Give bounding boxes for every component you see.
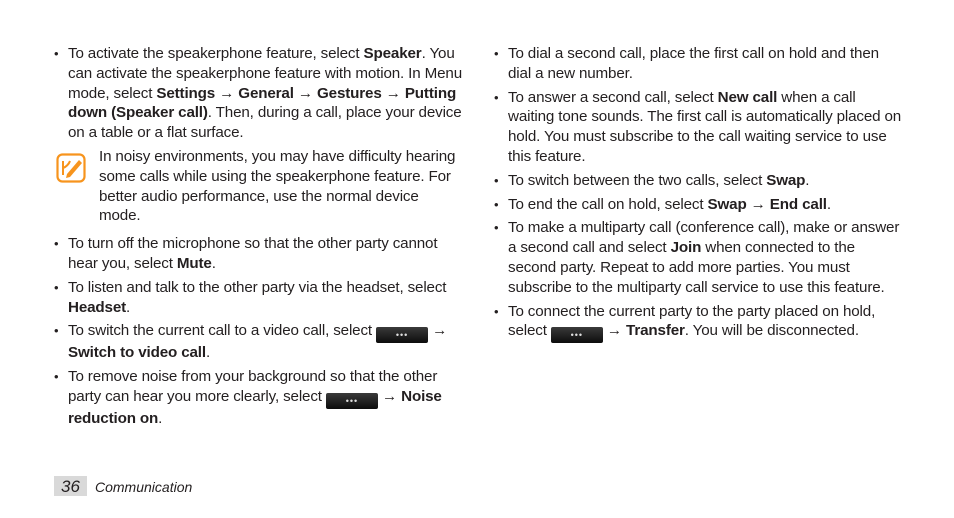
item-bold: New call — [717, 88, 778, 106]
item-bold: Settings — [156, 84, 216, 102]
list-item — [54, 321, 464, 363]
item-text: To dial a second call, place the first call on hold and then dial a new number. — [508, 45, 879, 82]
list-item — [494, 171, 904, 191]
item-bold: Putting down (Speaker call) — [68, 84, 457, 122]
item-bold: Switch to video call — [68, 344, 206, 362]
note-text: In noisy environments, you may have difficulty hearing some calls while using the speakerphone feature. For better audio performance, use the normal device mode. — [99, 147, 456, 225]
list-item — [494, 302, 904, 344]
item-text: . You can activate the speakerphone feature with motion. In Menu mode, select — [68, 45, 463, 102]
section-title: Communication — [95, 479, 193, 495]
arrow: → — [746, 195, 770, 213]
item-bold: Gestures — [316, 84, 382, 102]
item-bold: Transfer — [626, 322, 685, 340]
item-bold: Swap — [766, 171, 806, 189]
right-column — [494, 44, 904, 347]
item-text: . — [826, 195, 831, 213]
item-text: . — [211, 254, 216, 272]
page-number: 36 — [54, 476, 87, 496]
item-text: . — [805, 171, 810, 189]
note-box — [54, 147, 464, 226]
arrow: → — [215, 84, 239, 102]
item-bold: Speaker — [363, 45, 422, 62]
more-options-softkey: ••• — [376, 327, 428, 343]
item-text: To activate the speakerphone feature, select — [68, 45, 364, 62]
item-text: To turn off the microphone so that the other party cannot hear you, select — [68, 235, 438, 272]
more-options-softkey: ••• — [551, 327, 603, 343]
item-text: To switch the current call to a video call, select — [68, 322, 377, 340]
note-pencil-icon — [56, 153, 86, 183]
item-text: To connect the current party to the party placed on hold, select — [508, 302, 876, 340]
list-item — [494, 44, 904, 84]
list-item — [54, 367, 464, 429]
item-text: . — [158, 409, 163, 427]
item-bold: Mute — [176, 254, 212, 272]
item-bold: General — [238, 84, 294, 102]
list-item — [494, 218, 904, 297]
arrow: → — [428, 322, 448, 340]
list-item — [54, 278, 464, 318]
left-column — [54, 44, 464, 433]
item-text: when connected to the second party. Repeat to add more parties. You must subscribe to the multiparty call service to use this feature. — [508, 239, 885, 296]
item-text: . Then, during a call, place your device on a table or a flat surface. — [68, 104, 462, 142]
list-item — [494, 88, 904, 167]
list-item — [494, 195, 904, 215]
list-item — [54, 234, 464, 274]
item-text: . — [205, 344, 211, 362]
arrow: → — [381, 84, 405, 102]
item-text: when a call waiting tone sounds. The first call is automatically placed on hold. You must subscribe to the call waiting service to use this feature. — [508, 88, 902, 165]
item-text: To make a multiparty call (conference call), make or answer a second call and select — [508, 219, 900, 257]
arrow: → — [602, 322, 627, 340]
arrow: → — [293, 84, 317, 102]
item-bold: Noise reduction on — [68, 387, 442, 427]
item-text: . — [126, 298, 131, 316]
item-text: To answer a second call, select — [508, 88, 718, 106]
item-bold: End call — [769, 195, 827, 213]
item-text: To listen and talk to the other party via the headset, select — [68, 278, 447, 296]
item-text: To remove noise from your background so that the other party can hear you more clearly, select — [68, 368, 438, 405]
list-item — [54, 44, 464, 143]
item-text: To switch between the two calls, select — [508, 171, 767, 189]
item-text: To end the call on hold, select — [508, 195, 708, 213]
item-text: . You will be disconnected. — [684, 322, 859, 340]
item-bold: Join — [670, 239, 702, 257]
arrow: → — [377, 387, 402, 405]
item-bold: Swap — [707, 195, 747, 213]
more-options-softkey: ••• — [326, 393, 378, 409]
item-bold: Headset — [68, 298, 127, 316]
